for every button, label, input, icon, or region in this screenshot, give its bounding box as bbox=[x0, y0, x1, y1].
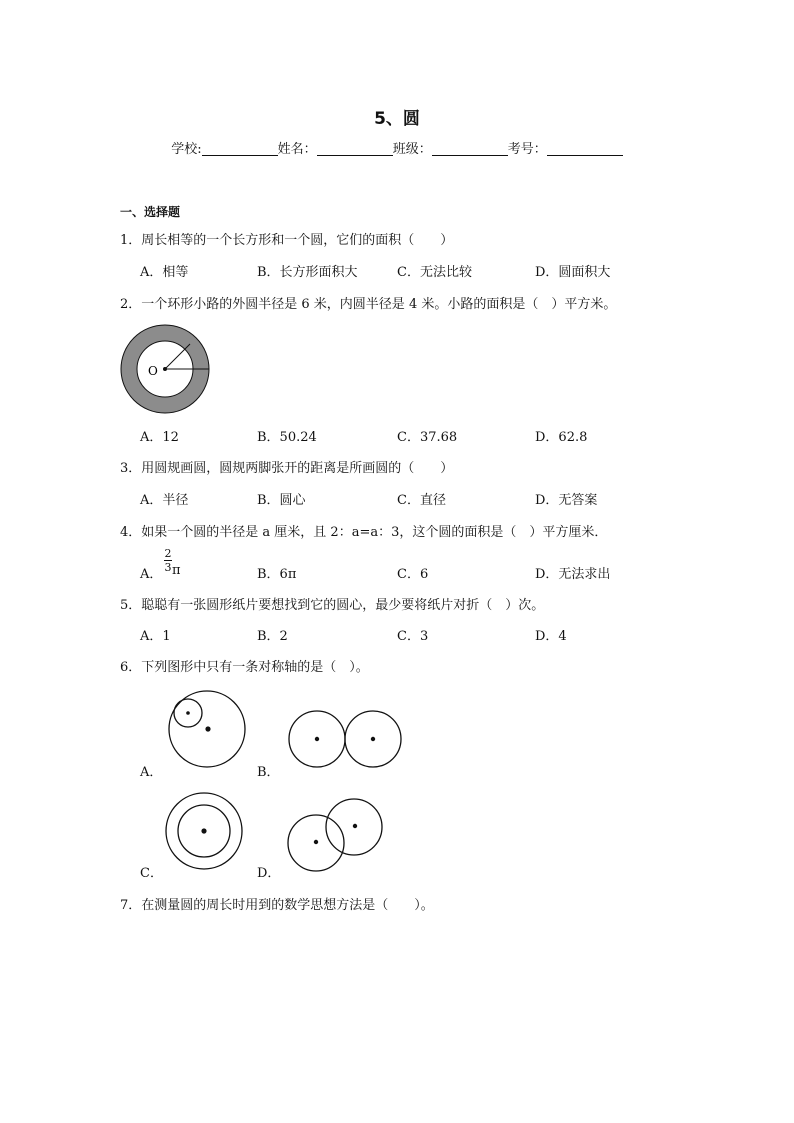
q4-option-d[interactable]: D．无法求出 bbox=[535, 567, 611, 582]
question-1: 1．周长相等的一个长方形和一个圆，它们的面积（ ） bbox=[120, 233, 454, 248]
center-label: O bbox=[148, 364, 158, 378]
q2-option-d[interactable]: D．62.8 bbox=[535, 430, 588, 445]
pi-symbol: π bbox=[172, 563, 181, 578]
question-3: 3．用圆规画圆，圆规两脚张开的距离是所画圆的（ ） bbox=[120, 461, 454, 476]
small-center-dot bbox=[186, 711, 190, 715]
class-blank[interactable] bbox=[432, 141, 508, 156]
q1-option-b[interactable]: B．长方形面积大 bbox=[257, 265, 358, 280]
school-label: 学校: bbox=[171, 142, 202, 157]
left-center-dot bbox=[315, 737, 319, 741]
figure-a bbox=[160, 688, 252, 772]
question-4: 4．如果一个圆的半径是 a 厘米，且 2：a=a：3，这个圆的面积是（ ）平方厘米． bbox=[120, 525, 608, 540]
q6-option-d[interactable]: D． bbox=[257, 866, 281, 881]
q3-option-d[interactable]: D．无答案 bbox=[535, 493, 598, 508]
q5-option-d[interactable]: D．4 bbox=[535, 629, 567, 644]
name-label: 姓名： bbox=[277, 142, 317, 157]
q3-option-c[interactable]: C．直径 bbox=[397, 493, 446, 508]
right-center-dot bbox=[371, 737, 375, 741]
center-dot bbox=[163, 367, 167, 371]
q6-option-a[interactable]: A． bbox=[140, 765, 163, 780]
question-6: 6．下列图形中只有一条对称轴的是（ ）。 bbox=[120, 660, 369, 675]
center-dot bbox=[201, 828, 206, 833]
figure-b bbox=[286, 708, 404, 772]
fraction-numerator: 2 bbox=[164, 547, 172, 560]
upper-center-dot bbox=[353, 824, 357, 828]
question-7: 7．在测量圆的周长时用到的数学思想方法是（ ）。 bbox=[120, 898, 434, 913]
figure-c bbox=[163, 791, 247, 875]
section-heading: 一、选择题 bbox=[120, 205, 181, 219]
page-title: 5、圆 bbox=[374, 109, 420, 129]
student-info-row bbox=[0, 138, 794, 157]
school-blank[interactable] bbox=[202, 141, 278, 156]
q1-option-a[interactable]: A．相等 bbox=[140, 265, 189, 280]
q4-option-a[interactable]: A． bbox=[140, 567, 163, 582]
name-blank[interactable] bbox=[317, 141, 393, 156]
number-label: 考号： bbox=[507, 142, 547, 157]
q6-option-c[interactable]: C． bbox=[140, 866, 163, 881]
q1-option-c[interactable]: C．无法比较 bbox=[397, 265, 472, 280]
fraction-denominator: 3 bbox=[164, 561, 172, 574]
q1-option-d[interactable]: D．圆面积大 bbox=[535, 265, 611, 280]
q4-option-b[interactable]: B．6π bbox=[257, 567, 297, 582]
number-blank[interactable] bbox=[547, 141, 623, 156]
q5-option-b[interactable]: B．2 bbox=[257, 629, 288, 644]
q6-option-b[interactable]: B． bbox=[257, 765, 280, 780]
question-2: 2．一个环形小路的外圆半径是 6 米，内圆半径是 4 米。小路的面积是（ ）平方米。 bbox=[120, 297, 617, 312]
figure-d bbox=[286, 797, 386, 885]
q5-option-c[interactable]: C．3 bbox=[397, 629, 429, 644]
q5-option-a[interactable]: A．1 bbox=[140, 629, 171, 644]
large-center-dot bbox=[205, 726, 210, 731]
q4-option-c[interactable]: C．6 bbox=[397, 567, 429, 582]
q3-option-b[interactable]: B．圆心 bbox=[257, 493, 306, 508]
fraction-two-thirds bbox=[164, 548, 172, 573]
q2-option-c[interactable]: C．37.68 bbox=[397, 430, 458, 445]
q2-option-a[interactable]: A．12 bbox=[140, 430, 179, 445]
class-label: 班级： bbox=[392, 142, 432, 157]
ring-figure bbox=[120, 324, 212, 416]
question-5: 5．聪聪有一张圆形纸片要想找到它的圆心，最少要将纸片对折（ ）次。 bbox=[120, 598, 545, 613]
q3-option-a[interactable]: A．半径 bbox=[140, 493, 189, 508]
lower-center-dot bbox=[314, 840, 318, 844]
q2-option-b[interactable]: B．50.24 bbox=[257, 430, 317, 445]
